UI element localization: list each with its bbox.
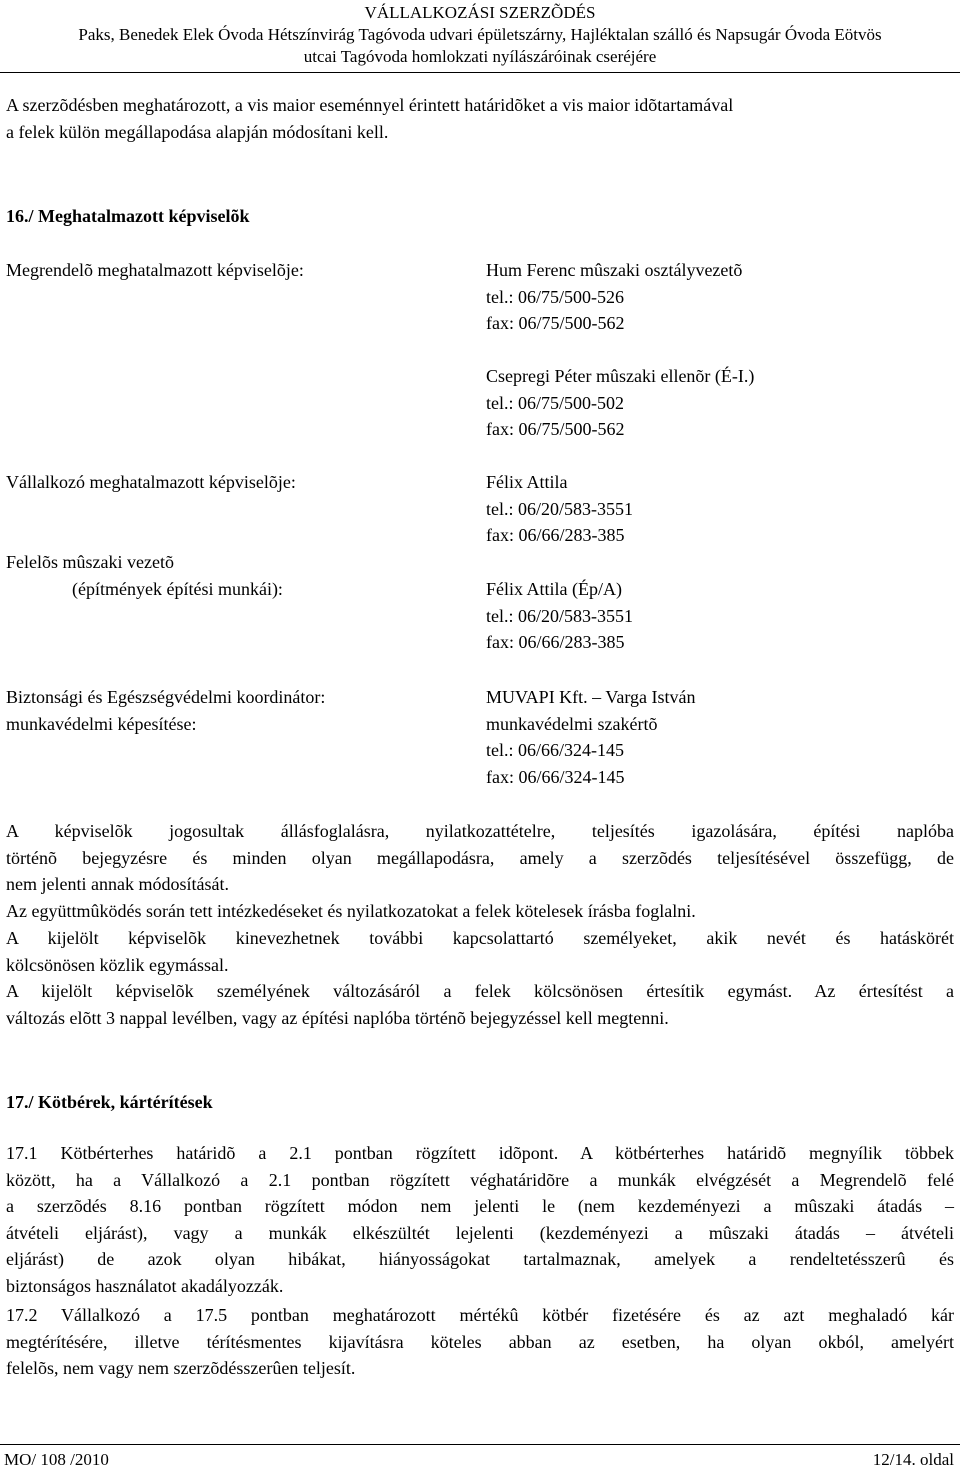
rep-tel: tel.: 06/20/583-3551 (486, 605, 633, 626)
section-17-title: 17./ Kötbérek, kártérítések (6, 1092, 213, 1112)
label-line: Biztonsági és Egészségvédelmi koordinátor: (6, 687, 326, 707)
rep-tel: tel.: 06/75/500-502 (486, 392, 624, 413)
representatives-rights-paragraph (6, 818, 954, 898)
label-line: munkavédelmi képesítése: (6, 713, 197, 734)
client-rep-1 (486, 257, 742, 337)
label-line: Felelõs mûszaki vezetõ (6, 552, 174, 572)
paragraph-line: A szerzõdésben meghatározott, a vis maior eseménnyel érintett határidõket a vis maior idõtartamával (6, 95, 734, 115)
page-header (0, 2, 960, 68)
rep-fax: fax: 06/75/500-562 (486, 419, 625, 439)
paragraph-line: történõ bejegyzésre és minden olyan megállapodásra, amely a szerzõdés teljesítésével összefügg, de (6, 847, 954, 868)
safety-coordinator-label (6, 684, 325, 737)
document-title: VÁLLALKOZÁSI SZERZÕDÉS (364, 3, 596, 22)
paragraph-line: változás elõtt 3 nappal levélben, vagy az építési naplóba történõ bejegyzéssel kell megtenni. (6, 1007, 669, 1028)
paragraph-line: között, ha a Vállalkozó a 2.1 pontban rögzített véghatáridõre a munkák elvégzését a Megrendelõ felé (6, 1169, 954, 1190)
paragraph-line: A képviselõk jogosultak állásfoglalásra, nyilatkozattételre, teljesítés igazolására, építési naplóba (6, 821, 954, 841)
rep-name: Hum Ferenc mûszaki osztályvezetõ (486, 260, 743, 280)
paragraph-line: kölcsönösen közlik egymással. (6, 954, 229, 975)
client-rep-label: Megrendelõ meghatalmazott képviselõje: (6, 260, 304, 280)
project-line-2: utcai Tagóvoda homlokzati nyílászáróinak cseréjére (303, 47, 657, 66)
label-line: (építmények építési munkái): (72, 578, 283, 599)
paragraph-line: 17.1 Kötbérterhes határidõ a 2.1 pontban rögzített idõpont. A kötbérterhes határidõ megnyílik többek (6, 1143, 954, 1163)
rep-name: Félix Attila (486, 472, 568, 492)
rep-fax: fax: 06/75/500-562 (486, 313, 625, 333)
section-16-title: 16./ Meghatalmazott képviselõk (6, 206, 250, 226)
contact-persons-paragraph (6, 925, 954, 978)
contractor-rep (486, 469, 633, 549)
paragraph-line: a felek külön megállapodása alapján módosítani kell. (6, 121, 389, 142)
paragraph-line: a szerzõdés 8.16 pontban rögzített módon nem jelenti le (nem kezdeményezi a mûszaki átadás – (6, 1196, 954, 1216)
clause-17-2 (6, 1302, 954, 1382)
safety-coordinator-rep (486, 684, 696, 790)
intro-paragraph (6, 92, 954, 145)
paragraph-line: felelõs, nem vagy nem szerzõdésszerûen teljesít. (6, 1358, 356, 1378)
rep-qualification: munkavédelmi szakértõ (486, 713, 658, 734)
tech-manager-rep (486, 576, 633, 656)
footer-divider (0, 1444, 960, 1445)
rep-fax: fax: 06/66/283-385 (486, 632, 625, 652)
paragraph-line: átvételi eljárást), vagy a munkák elkészültét lejelenti (kezdeményezi a mûszaki átadás – átvételi (6, 1222, 954, 1243)
tech-manager-label (6, 549, 283, 602)
rep-tel: tel.: 06/20/583-3551 (486, 498, 633, 519)
cooperation-paragraph: Az együttmûködés során tett intézkedéseket és nyilatkozatokat a felek kötelesek írásba foglalni. (6, 901, 696, 921)
paragraph-line: A kijelölt képviselõk személyének változásáról a felek kölcsönösen értesítik egymást. Az értesítést a (6, 981, 954, 1001)
paragraph-line: megtérítésére, illetve térítésmentes kijavításra köteles abban az esetben, ha olyan okból, amelyért (6, 1331, 954, 1352)
project-line-1: Paks, Benedek Elek Óvoda Hétszínvirág Tagóvoda udvari épületszárny, Hajléktalan szálló és Napsugár Óvoda Eötvös (78, 25, 882, 44)
document-number: MO/ 108 /2010 (4, 1450, 109, 1469)
paragraph-line: eljárást) de azok olyan hibákat, hiányosságokat tartalmaznak, amelyek a rendeltetésszerû és (6, 1249, 954, 1269)
rep-fax: fax: 06/66/283-385 (486, 525, 625, 545)
rep-tel: tel.: 06/75/500-526 (486, 286, 624, 307)
header-divider (0, 72, 960, 73)
page-footer (0, 1444, 960, 1472)
contractor-rep-label: Vállalkozó meghatalmazott képviselõje: (6, 472, 296, 492)
rep-tel: tel.: 06/66/324-145 (486, 740, 624, 760)
page-number: 12/14. oldal (872, 1450, 954, 1469)
change-notice-paragraph (6, 978, 954, 1031)
rep-fax: fax: 06/66/324-145 (486, 766, 625, 787)
rep-name: MUVAPI Kft. – Varga István (486, 687, 696, 707)
clause-17-1 (6, 1140, 954, 1299)
paragraph-line: biztonságos használatot akadályozzák. (6, 1275, 284, 1296)
rep-name: Félix Attila (Ép/A) (486, 579, 622, 599)
rep-name: Csepregi Péter mûszaki ellenõr (É-I.) (486, 366, 755, 386)
paragraph-line: nem jelenti annak módosítását. (6, 874, 229, 894)
paragraph-line: A kijelölt képviselõk kinevezhetnek további kapcsolattartó személyeket, akik nevét és hatáskörét (6, 928, 954, 948)
paragraph-line: 17.2 Vállalkozó a 17.5 pontban meghatározott mértékû kötbér fizetésére és az azt meghaladó kár (6, 1305, 954, 1325)
client-rep-2 (486, 363, 754, 443)
